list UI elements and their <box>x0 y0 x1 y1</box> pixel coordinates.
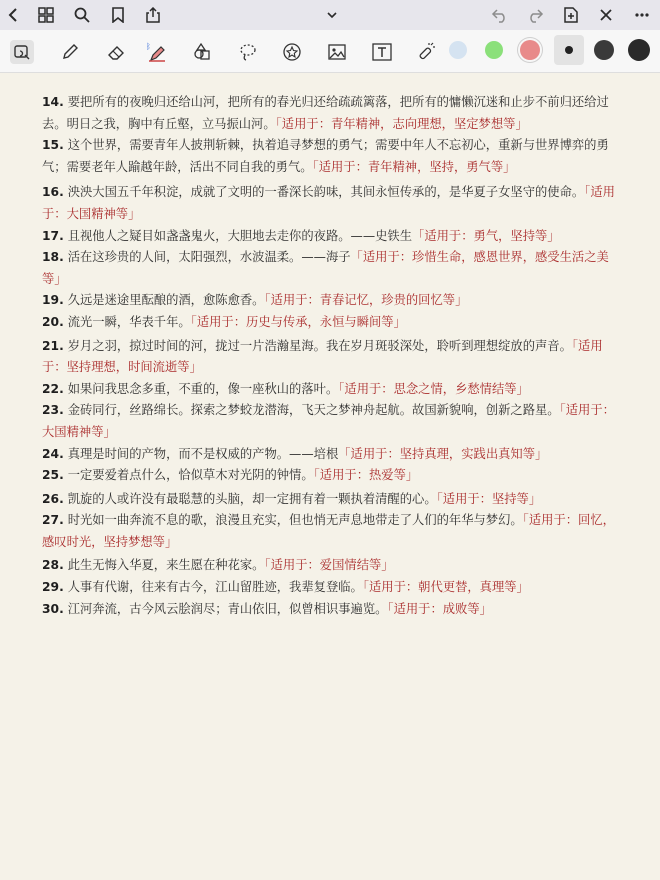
bookmark-icon[interactable] <box>108 5 128 25</box>
quote-entry-24 <box>42 444 622 466</box>
pen-size-small-dot <box>565 46 573 54</box>
entry-usage: 「适用于：坚持真理，实践出真知等」 <box>338 446 548 461</box>
search-icon[interactable] <box>72 5 92 25</box>
entry-number: 19. <box>42 293 64 308</box>
quote-entry-29 <box>42 577 622 599</box>
entry-number: 20. <box>42 314 64 329</box>
highlighter-icon[interactable] <box>145 40 169 64</box>
drawing-toolbar <box>0 30 660 73</box>
entry-text: 人事有代谢，往来有古今，江山留胜迹，我辈复登临。 <box>63 580 363 595</box>
pen-size-medium[interactable] <box>594 40 614 60</box>
lasso-select-icon[interactable] <box>10 40 34 64</box>
quote-entry-15 <box>42 135 622 178</box>
entry-number: 25. <box>42 468 64 483</box>
shapes-icon[interactable] <box>190 40 214 64</box>
entry-text: 真理是时间的产物，而不是权威的产物。——培根 <box>63 446 339 461</box>
entry-number: 27. <box>42 513 64 528</box>
entry-number: 26. <box>42 491 64 506</box>
entry-usage: 「适用于：爱国情结等」 <box>264 558 394 573</box>
entry-text: 泱泱大国五千年积淀，成就了文明的一番深长韵味，其间永恒传承的，是华夏子女坚守的使命。 <box>63 185 585 200</box>
quote-entry-19 <box>42 290 622 312</box>
quote-entry-25 <box>42 465 622 487</box>
quote-entry-22 <box>42 379 622 401</box>
laser-pointer-icon[interactable] <box>414 40 438 64</box>
entry-number: 17. <box>42 228 64 243</box>
entry-usage: 「适用于：大国精神等」 <box>42 185 615 221</box>
image-icon[interactable] <box>325 40 349 64</box>
sticker-icon[interactable] <box>280 40 304 64</box>
entry-text: 久远是迷途里酝酿的酒，愈陈愈香。 <box>63 293 265 308</box>
color-swatch-red[interactable] <box>520 40 540 60</box>
more-icon[interactable] <box>632 5 652 25</box>
entry-usage: 「适用于：成败等」 <box>387 601 492 616</box>
entry-text: 金砖同行，丝路绵长。探索之梦蛟龙潜海，飞天之梦神舟起航。故国新貌响，创新之路星。 <box>63 403 560 418</box>
entry-usage: 「适用于：大国精神等」 <box>42 403 615 439</box>
text-box-icon[interactable] <box>370 40 394 64</box>
entry-usage: 「适用于：勇气，坚持等」 <box>412 228 560 243</box>
entry-usage: 「适用于：坚持等」 <box>436 491 542 506</box>
quote-entry-27 <box>42 510 622 553</box>
entry-usage: 「适用于：青年精神，志向理想，坚定梦想等」 <box>275 116 528 131</box>
entry-usage: 「适用于：青年精神，坚持，勇气等」 <box>312 159 516 174</box>
entry-number: 23. <box>42 403 64 418</box>
entry-text: 凯旋的人或许没有最聪慧的头脑，却一定拥有着一颗执着清醒的心。 <box>63 491 437 506</box>
entry-number: 15. <box>42 138 64 153</box>
color-swatch-light-blue[interactable] <box>449 41 467 59</box>
entry-usage: 「适用于：珍惜生命，感恩世界，感受生活之美等」 <box>42 250 609 286</box>
entry-text: 岁月之羽，掠过时间的河，拢过一片浩瀚星海。我在岁月斑驳深处，聆听到理想绽放的声音。 <box>63 338 572 353</box>
entry-number: 14. <box>42 95 64 109</box>
entry-text: 这个世界，需要青年人披荆斩棘，执着追寻梦想的勇气；需要中年人不忘初心，重新与世界博弈的勇气；需要老年人踰越年龄，活出不同自我的勇气。 <box>42 138 609 174</box>
quote-entry-16 <box>42 182 622 225</box>
quote-entry-28 <box>42 555 622 577</box>
quote-entry-21 <box>42 336 622 379</box>
quote-entry-20 <box>42 312 622 334</box>
entry-number: 16. <box>42 185 64 200</box>
svg-text:ᛒ: ᛒ <box>146 42 151 51</box>
entry-number: 28. <box>42 558 64 573</box>
entry-text: 一定要爱着点什么，恰似草木对光阴的钟情。 <box>63 468 314 483</box>
entry-usage: 「适用于：历史与传承，永恒与瞬间等」 <box>190 314 406 329</box>
entry-usage: 「适用于：热爱等」 <box>313 468 419 483</box>
entry-number: 21. <box>42 338 64 353</box>
entry-text: 此生无悔入华夏，来生愿在种花家。 <box>63 558 265 573</box>
top-navigation-bar <box>0 0 660 30</box>
quote-entry-30 <box>42 599 622 621</box>
entry-usage: 「适用于：回忆，感叹时光，坚持梦想等」 <box>42 513 615 549</box>
entry-text: 时光如一曲奔流不息的歌，浪漫且充实，但也悄无声息地带走了人们的年华与梦幻。 <box>63 513 523 528</box>
redo-icon[interactable] <box>525 5 545 25</box>
color-swatch-green[interactable] <box>485 41 503 59</box>
pen-size-selected[interactable] <box>554 35 584 65</box>
lasso-icon[interactable] <box>236 40 260 64</box>
entry-usage: 「适用于：坚持理想，时间流逝等」 <box>42 338 603 375</box>
entry-text: 要把所有的夜晚归还给山河，把所有的春光归还给疏疏篱落，把所有的慵懒沉迷和止步不前归还给过去。明日之我，胸中有丘壑，立马振山河。 <box>42 95 609 131</box>
entry-text: 活在这珍贵的人间，太阳强烈，水波温柔。——海子 <box>63 250 351 265</box>
add-page-icon[interactable] <box>561 5 581 25</box>
pen-size-large[interactable] <box>628 39 650 61</box>
entry-number: 18. <box>42 250 64 265</box>
entry-text: 流光一瞬，华表千年。 <box>63 314 191 329</box>
share-icon[interactable] <box>143 5 163 25</box>
entry-number: 29. <box>42 580 64 595</box>
undo-icon[interactable] <box>490 5 510 25</box>
entry-usage: 「适用于：思念之情，乡愁情结等」 <box>338 381 529 396</box>
quote-entry-26 <box>42 489 622 511</box>
back-icon[interactable] <box>4 5 24 25</box>
grid-icon[interactable] <box>36 5 56 25</box>
quote-list <box>42 92 622 620</box>
entry-usage: 「适用于：青春记忆，珍贵的回忆等」 <box>264 293 468 308</box>
entry-text: 如果问我思念多重，不重的，像一座秋山的落叶。 <box>63 381 339 396</box>
entry-usage: 「适用于：朝代更替，真理等」 <box>362 580 529 595</box>
entry-number: 24. <box>42 446 64 461</box>
quote-entry-17 <box>42 226 622 248</box>
entry-text: 江河奔流，古今风云脍润尽；青山依旧，似曾相识事遍览。 <box>63 601 388 616</box>
entry-number: 30. <box>42 601 64 616</box>
entry-number: 22. <box>42 381 64 396</box>
pen-icon[interactable] <box>58 40 82 64</box>
entry-text: 且视他人之疑目如盏盏鬼火，大胆地去走你的夜路。——史铁生 <box>63 228 413 243</box>
quote-entry-18 <box>42 247 622 290</box>
close-icon[interactable] <box>596 5 616 25</box>
eraser-icon[interactable] <box>104 40 128 64</box>
dropdown-chevron-icon[interactable] <box>322 5 342 25</box>
quote-entry-23 <box>42 400 622 443</box>
quote-entry-14 <box>42 92 622 135</box>
